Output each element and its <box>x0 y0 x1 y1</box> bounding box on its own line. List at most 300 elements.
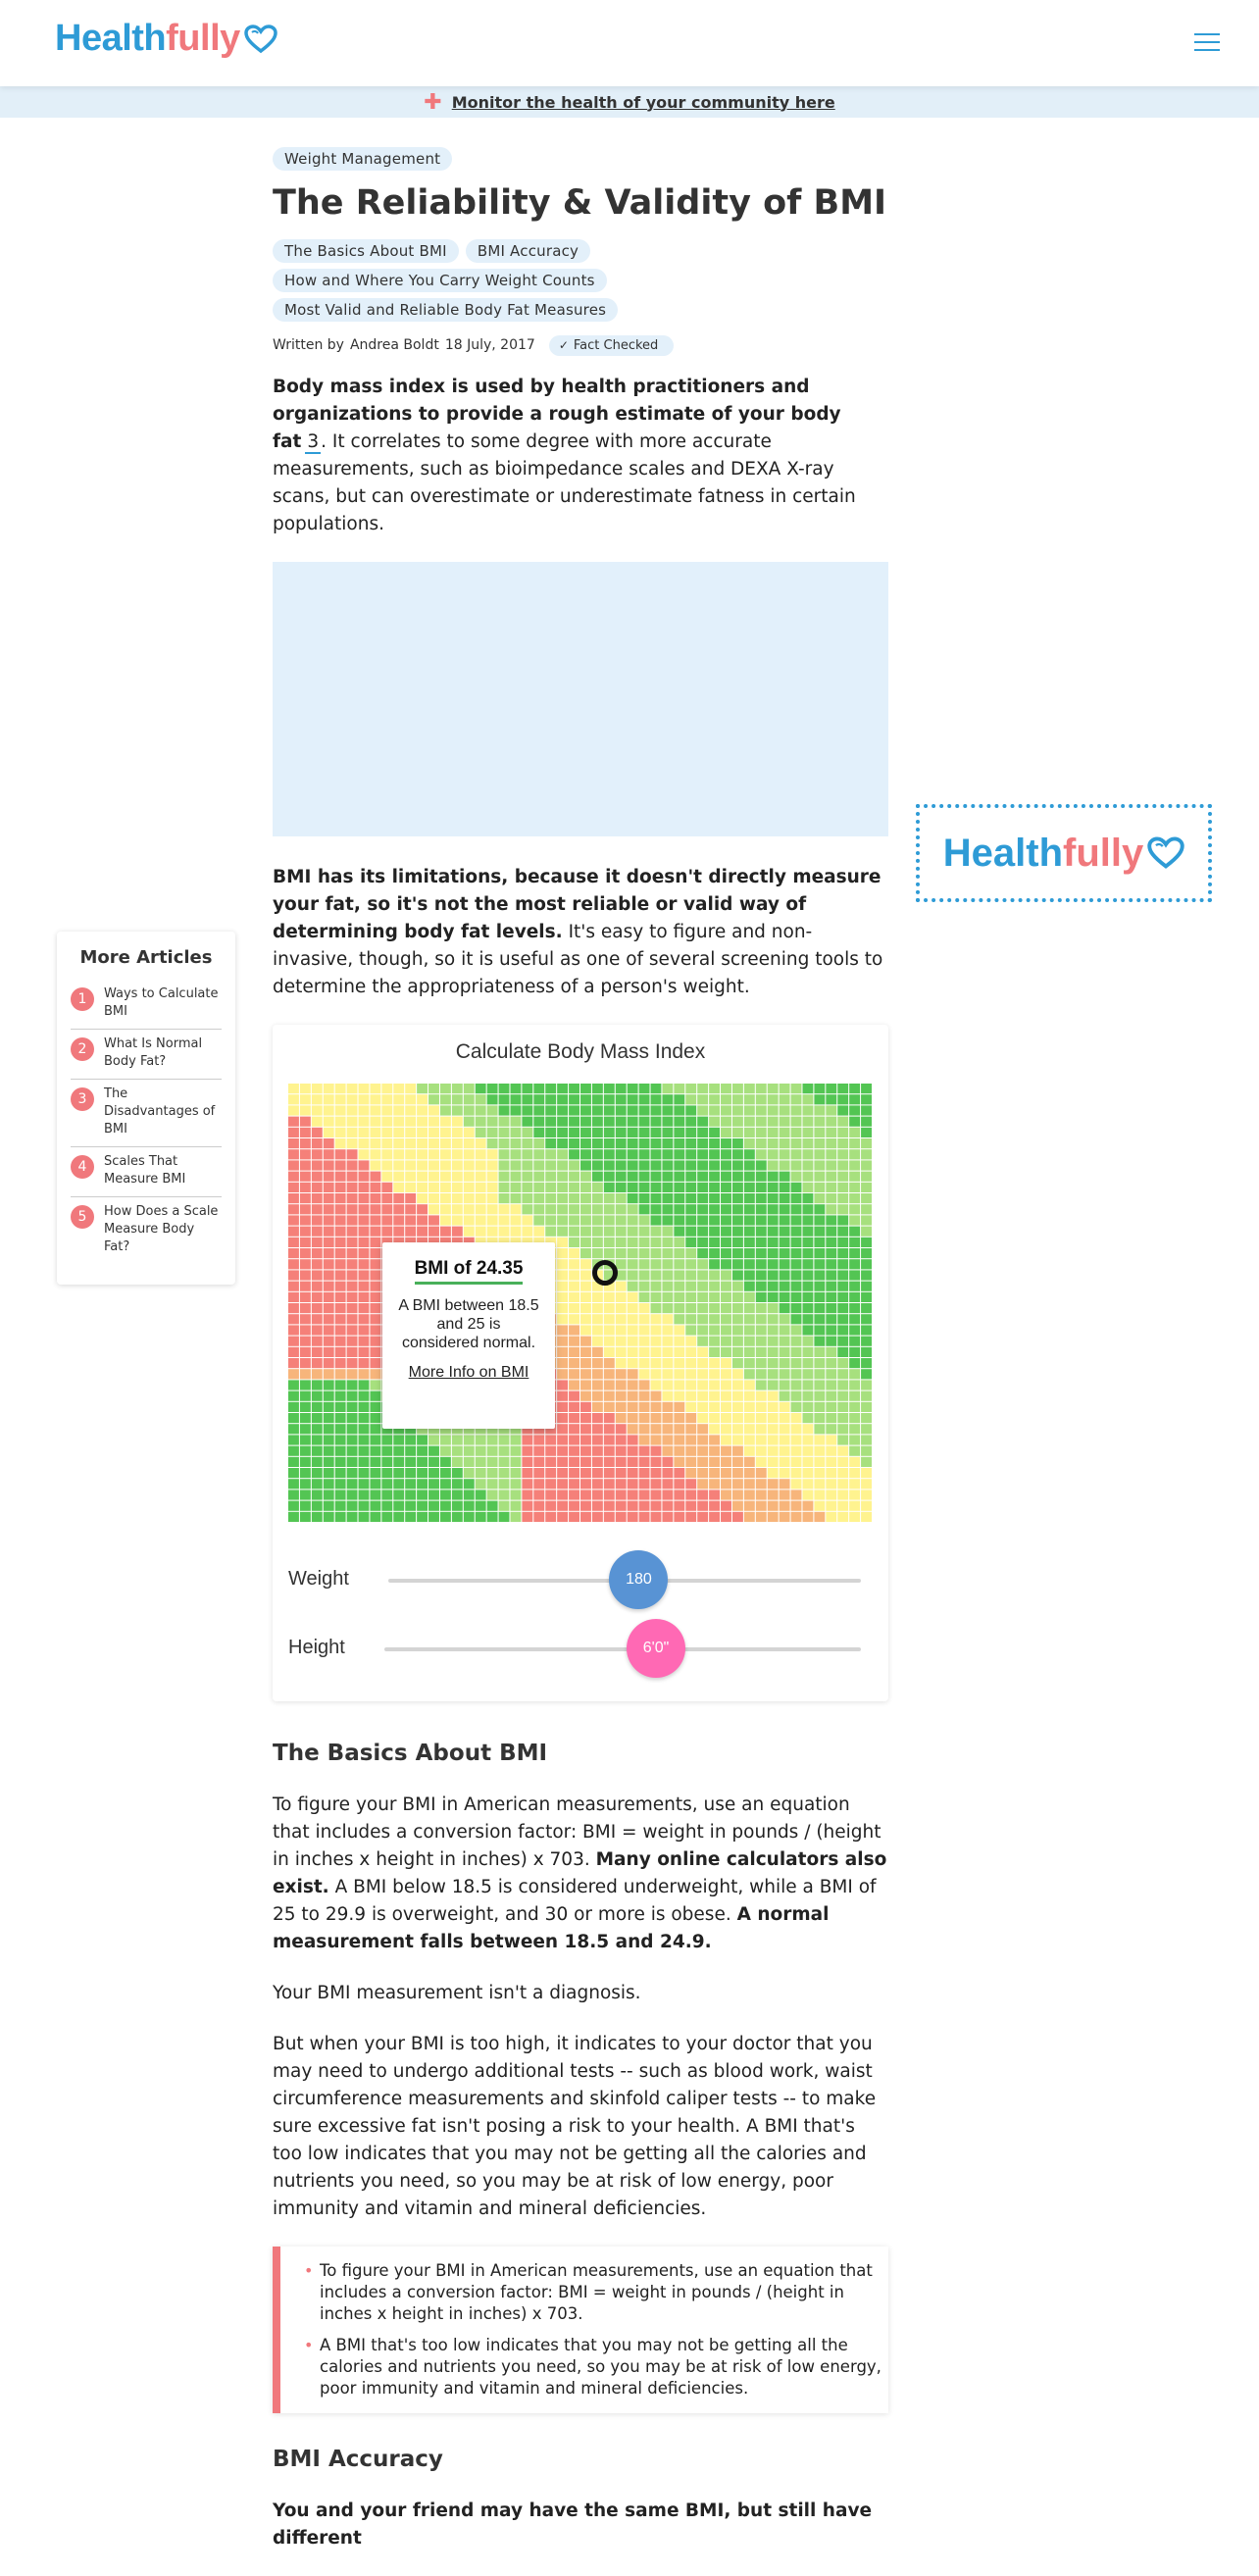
bmi-grid-cell <box>440 1435 451 1444</box>
bmi-grid-cell <box>533 1226 544 1236</box>
bmi-grid-cell <box>510 1490 521 1499</box>
bmi-grid-cell <box>791 1116 802 1126</box>
bmi-grid-cell <box>756 1215 767 1225</box>
bmi-grid-cell <box>499 1138 510 1148</box>
more-article-item[interactable] <box>71 1197 222 1264</box>
bmi-grid-cell <box>639 1303 650 1313</box>
bmi-grid-cell <box>324 1084 334 1093</box>
bmi-grid-cell <box>768 1413 779 1423</box>
bmi-grid-cell <box>756 1314 767 1324</box>
bmi-grid-cell <box>393 1445 404 1455</box>
bmi-grid-cell <box>639 1512 650 1522</box>
bmi-grid-cell <box>721 1193 731 1203</box>
bmi-grid-cell <box>685 1435 696 1444</box>
bmi-grid-cell <box>674 1204 684 1214</box>
basics-text: A BMI below 18.5 is considered underweight, while a BMI of 25 to 29.9 is overweight, and 30 or more is obese. <box>273 1876 877 1925</box>
more-info-bmi-link[interactable]: More Info on BMI <box>408 1363 529 1381</box>
bmi-grid-cell <box>300 1248 311 1258</box>
bmi-grid-cell <box>651 1292 662 1302</box>
bmi-grid-cell <box>405 1226 416 1236</box>
bmi-grid-cell <box>499 1128 510 1137</box>
bmi-grid-cell <box>780 1457 790 1467</box>
bmi-grid-cell <box>569 1116 579 1126</box>
bmi-grid-cell <box>604 1292 615 1302</box>
bmi-grid-cell <box>335 1380 346 1389</box>
bmi-grid-cell <box>359 1084 370 1093</box>
bmi-grid-cell <box>628 1490 638 1499</box>
bmi-grid-cell <box>814 1512 825 1522</box>
bmi-grid-cell <box>569 1358 579 1368</box>
author-name[interactable]: Andrea Boldt <box>349 337 439 354</box>
bmi-grid-cell <box>651 1512 662 1522</box>
bmi-grid-cell <box>476 1490 486 1499</box>
bmi-grid-cell <box>791 1270 802 1280</box>
bmi-grid-cell <box>557 1413 568 1423</box>
more-article-item[interactable] <box>71 1030 222 1080</box>
calculator-title: Calculate Body Mass Index <box>455 1039 706 1063</box>
bmi-grid-cell <box>709 1183 720 1192</box>
bmi-grid-cell <box>651 1259 662 1269</box>
bmi-grid-cell <box>545 1457 556 1467</box>
bmi-grid-cell <box>545 1490 556 1499</box>
bmi-grid-cell <box>592 1149 603 1159</box>
bmi-grid-cell <box>721 1314 731 1324</box>
bmi-grid-cell <box>721 1270 731 1280</box>
bmi-grid-cell <box>381 1128 392 1137</box>
bmi-grid-cell <box>662 1369 673 1379</box>
bmi-grid-cell <box>744 1347 755 1357</box>
bmi-grid-cell <box>300 1094 311 1104</box>
bmi-grid-cell <box>709 1116 720 1126</box>
bmi-grid-cell <box>405 1435 416 1444</box>
bmi-grid-cell <box>312 1237 323 1247</box>
bmi-grid-cell <box>464 1500 475 1510</box>
bmi-grid-cell <box>709 1413 720 1423</box>
bmi-grid-cell <box>324 1457 334 1467</box>
bmi-grid-cell <box>335 1193 346 1203</box>
bmi-grid-cell <box>533 1193 544 1203</box>
sidebar-logo-ad[interactable] <box>916 804 1212 902</box>
more-article-item[interactable] <box>71 980 222 1030</box>
bmi-grid-cell <box>405 1138 416 1148</box>
bmi-grid-cell <box>662 1380 673 1389</box>
bmi-grid-cell <box>826 1105 836 1115</box>
bmi-grid-cell <box>476 1128 486 1137</box>
bmi-grid-cell <box>849 1171 860 1181</box>
bmi-grid-cell <box>616 1105 627 1115</box>
bmi-grid-cell <box>861 1445 872 1455</box>
publish-date: 18 July, 2017 <box>444 337 535 354</box>
bmi-grid-cell <box>814 1445 825 1455</box>
height-label: Height <box>288 1636 345 1658</box>
bmi-grid-cell <box>780 1479 790 1489</box>
bmi-grid-cell <box>826 1325 836 1335</box>
bmi-grid-cell <box>849 1105 860 1115</box>
bmi-grid-cell <box>802 1281 813 1290</box>
bmi-grid-cell <box>849 1270 860 1280</box>
bmi-grid-cell <box>569 1094 579 1104</box>
bmi-grid-cell <box>628 1116 638 1126</box>
bmi-grid-cell <box>604 1237 615 1247</box>
bmi-grid-cell <box>685 1248 696 1258</box>
citation-link[interactable]: 3 <box>307 430 320 452</box>
bmi-grid-cell <box>814 1105 825 1115</box>
bmi-grid-cell <box>440 1468 451 1478</box>
bmi-grid-cell <box>499 1490 510 1499</box>
bmi-grid-cell <box>814 1390 825 1400</box>
bmi-grid-cell <box>628 1281 638 1290</box>
intro-bold: Body mass index is used by health practitioners and organizations to provide a rough estimate of your body fat <box>273 376 841 452</box>
bmi-grid-cell <box>522 1490 532 1499</box>
bmi-grid-cell <box>697 1390 708 1400</box>
bmi-grid-cell <box>312 1303 323 1313</box>
bmi-grid-cell <box>288 1390 299 1400</box>
bmi-grid-cell <box>393 1116 404 1126</box>
bmi-grid-cell <box>732 1500 743 1510</box>
bmi-grid-cell <box>721 1105 731 1115</box>
bmi-grid-cell <box>557 1281 568 1290</box>
bmi-grid-cell <box>440 1512 451 1522</box>
bmi-grid-cell <box>697 1380 708 1389</box>
bmi-grid-cell <box>440 1171 451 1181</box>
bmi-grid-cell <box>557 1128 568 1137</box>
more-article-item[interactable] <box>71 1080 222 1147</box>
bmi-grid-cell <box>347 1512 358 1522</box>
bmi-grid-cell <box>569 1193 579 1203</box>
bmi-grid-cell <box>580 1116 591 1126</box>
bmi-grid-cell <box>300 1380 311 1389</box>
bmi-grid-cell <box>651 1204 662 1214</box>
bmi-grid-cell <box>768 1183 779 1192</box>
bmi-grid-cell <box>732 1204 743 1214</box>
bmi-grid-cell <box>628 1336 638 1345</box>
bmi-grid-cell <box>487 1149 498 1159</box>
bmi-grid-cell <box>510 1171 521 1181</box>
bmi-grid-cell <box>557 1105 568 1115</box>
bmi-grid-cell <box>744 1457 755 1467</box>
bmi-grid-cell <box>300 1183 311 1192</box>
bmi-grid-cell <box>768 1171 779 1181</box>
bmi-grid-cell <box>721 1390 731 1400</box>
bmi-grid-cell <box>685 1183 696 1192</box>
bmi-grid-cell <box>662 1457 673 1467</box>
bmi-grid-cell <box>662 1490 673 1499</box>
bmi-grid-cell <box>697 1512 708 1522</box>
bmi-grid-cell <box>814 1303 825 1313</box>
bmi-grid-cell <box>826 1215 836 1225</box>
bmi-grid-cell <box>709 1270 720 1280</box>
bmi-grid-cell <box>370 1094 380 1104</box>
bmi-grid-cell <box>616 1138 627 1148</box>
bmi-grid-cell <box>569 1270 579 1280</box>
bmi-grid-cell <box>545 1215 556 1225</box>
accuracy-paragraph <box>273 2498 888 2552</box>
bmi-grid-cell <box>324 1128 334 1137</box>
bmi-grid-cell <box>359 1138 370 1148</box>
bmi-grid-cell <box>709 1138 720 1148</box>
bmi-grid-cell <box>417 1094 428 1104</box>
bmi-grid-cell <box>802 1369 813 1379</box>
bmi-grid-cell <box>359 1390 370 1400</box>
bmi-grid-cell <box>674 1336 684 1345</box>
bmi-grid-cell <box>557 1457 568 1467</box>
bmi-grid-cell <box>312 1479 323 1489</box>
bmi-grid-cell <box>464 1226 475 1236</box>
toc-link-basics[interactable]: The Basics About BMI <box>273 239 459 263</box>
bmi-grid-cell <box>487 1490 498 1499</box>
bmi-grid-cell <box>721 1138 731 1148</box>
bmi-grid-cell <box>826 1248 836 1258</box>
bmi-grid-cell <box>651 1445 662 1455</box>
bmi-grid-cell <box>557 1084 568 1093</box>
bmi-grid-cell <box>347 1500 358 1510</box>
bmi-grid-cell <box>697 1292 708 1302</box>
bmi-grid-cell <box>557 1193 568 1203</box>
bmi-grid-cell <box>768 1270 779 1280</box>
weight-slider[interactable] <box>288 1550 873 1609</box>
bmi-grid-cell <box>791 1424 802 1434</box>
bmi-grid-cell <box>744 1303 755 1313</box>
bmi-grid-cell <box>359 1183 370 1192</box>
bmi-grid-cell <box>288 1270 299 1280</box>
toc-link-weight-carry[interactable]: How and Where You Carry Weight Counts <box>273 269 607 292</box>
bmi-grid-cell <box>580 1215 591 1225</box>
bmi-grid-cell <box>569 1128 579 1137</box>
bmi-grid-cell <box>393 1500 404 1510</box>
bmi-grid-cell <box>300 1105 311 1115</box>
bmi-grid-cell <box>826 1281 836 1290</box>
bmi-grid-cell <box>616 1193 627 1203</box>
fact-checked-badge[interactable] <box>549 335 674 356</box>
basics-paragraph-3: But when your BMI is too high, it indicates to your doctor that you may need to undergo additional tests -- such as blood work, waist circumference measurements and skinfold caliper tests -- to make sure excessive fat isn't posing a risk to your health. A BMI that's too low indicates that you may not be getting all the calories and nutrients you need, so you may be at risk of low energy, poor immunity and vitamin and mineral deficiencies. <box>273 2033 877 2219</box>
bmi-grid-cell <box>651 1237 662 1247</box>
bmi-grid-cell <box>639 1149 650 1159</box>
bmi-grid-cell <box>674 1445 684 1455</box>
bmi-grid-cell <box>837 1303 848 1313</box>
bmi-grid-cell <box>604 1402 615 1412</box>
bmi-grid-cell <box>335 1468 346 1478</box>
bmi-grid-cell <box>744 1512 755 1522</box>
bmi-grid-cell <box>826 1160 836 1170</box>
article-link[interactable]: What Is Normal Body Fat? <box>104 1036 203 1069</box>
bmi-grid-cell <box>791 1325 802 1335</box>
bmi-grid-cell <box>300 1413 311 1423</box>
bmi-grid-cell <box>744 1292 755 1302</box>
bmi-grid-cell <box>826 1128 836 1137</box>
monitor-community-link[interactable]: Monitor the health of your community here <box>451 92 835 112</box>
bmi-grid-cell <box>814 1259 825 1269</box>
bmi-grid-cell <box>370 1215 380 1225</box>
bmi-grid-cell <box>347 1138 358 1148</box>
bmi-grid-cell <box>569 1490 579 1499</box>
bmi-grid-cell <box>428 1171 439 1181</box>
bmi-grid[interactable] <box>288 1084 873 1523</box>
bmi-grid-cell <box>347 1215 358 1225</box>
bmi-grid-cell <box>685 1336 696 1345</box>
bmi-grid-cell <box>662 1292 673 1302</box>
bmi-grid-cell <box>300 1457 311 1467</box>
bmi-grid-cell <box>381 1160 392 1170</box>
bmi-grid-cell <box>814 1336 825 1345</box>
bmi-grid-cell <box>662 1128 673 1137</box>
bmi-grid-cell <box>662 1500 673 1510</box>
bmi-grid-cell <box>674 1237 684 1247</box>
bmi-grid-cell <box>288 1138 299 1148</box>
bmi-grid-cell <box>709 1479 720 1489</box>
bmi-grid-cell <box>768 1358 779 1368</box>
bmi-grid-cell <box>709 1468 720 1478</box>
article-link[interactable]: Ways to Calculate BMI <box>104 986 219 1019</box>
bmi-grid-cell <box>780 1248 790 1258</box>
weight-slider-thumb[interactable]: 180 <box>609 1550 668 1609</box>
healthfully-logo[interactable] <box>55 18 277 60</box>
bmi-grid-cell <box>849 1149 860 1159</box>
bmi-grid-cell <box>417 1490 428 1499</box>
bmi-grid-cell <box>335 1237 346 1247</box>
bmi-grid-cell <box>522 1149 532 1159</box>
bmi-grid-cell <box>381 1479 392 1489</box>
bmi-grid-cell <box>359 1479 370 1489</box>
category-tag[interactable]: Weight Management <box>273 147 452 171</box>
bmi-grid-cell <box>826 1149 836 1159</box>
bmi-grid-cell <box>697 1314 708 1324</box>
bmi-grid-cell <box>732 1149 743 1159</box>
bmi-grid-cell <box>651 1457 662 1467</box>
bmi-grid-cell <box>709 1358 720 1368</box>
bmi-grid-cell <box>780 1500 790 1510</box>
bmi-grid-cell <box>335 1512 346 1522</box>
bmi-grid-cell <box>592 1292 603 1302</box>
bmi-grid-cell <box>312 1314 323 1324</box>
bmi-grid-cell <box>604 1215 615 1225</box>
bmi-grid-cell <box>721 1183 731 1192</box>
bmi-grid-cell <box>381 1116 392 1126</box>
bmi-grid-cell <box>768 1479 779 1489</box>
more-article-item[interactable] <box>71 1147 222 1197</box>
bmi-grid-cell <box>335 1084 346 1093</box>
bmi-grid-cell <box>732 1303 743 1313</box>
bmi-color-grid[interactable] <box>288 1084 873 1523</box>
bmi-grid-cell <box>405 1128 416 1137</box>
bmi-grid-cell <box>780 1347 790 1357</box>
article-link[interactable]: How Does a Scale Measure Body Fat? <box>104 1204 219 1254</box>
bmi-grid-cell <box>849 1160 860 1170</box>
bmi-grid-cell <box>697 1094 708 1104</box>
bmi-grid-cell <box>802 1193 813 1203</box>
bmi-grid-cell <box>861 1358 872 1368</box>
bmi-grid-cell <box>533 1171 544 1181</box>
bmi-grid-cell <box>487 1138 498 1148</box>
bmi-grid-cell <box>347 1204 358 1214</box>
bmi-grid-cell <box>381 1215 392 1225</box>
bmi-grid-cell <box>569 1479 579 1489</box>
bmi-grid-cell <box>312 1193 323 1203</box>
bmi-grid-cell <box>791 1084 802 1093</box>
bmi-grid-cell <box>674 1193 684 1203</box>
bmi-grid-cell <box>393 1149 404 1159</box>
article-link[interactable]: The Disadvantages of BMI <box>104 1086 216 1136</box>
bmi-grid-cell <box>300 1402 311 1412</box>
bmi-grid-cell <box>826 1358 836 1368</box>
bmi-grid-cell <box>768 1468 779 1478</box>
bmi-grid-cell <box>768 1325 779 1335</box>
bmi-grid-cell <box>312 1468 323 1478</box>
bmi-grid-cell <box>616 1336 627 1345</box>
bmi-grid-cell <box>452 1226 463 1236</box>
bmi-grid-cell <box>335 1325 346 1335</box>
bmi-grid-cell <box>580 1402 591 1412</box>
bmi-grid-cell <box>837 1171 848 1181</box>
bmi-grid-cell <box>756 1358 767 1368</box>
bmi-grid-cell <box>662 1413 673 1423</box>
bmi-grid-cell <box>826 1259 836 1269</box>
bmi-grid-cell <box>476 1445 486 1455</box>
bmi-grid-cell <box>651 1358 662 1368</box>
bmi-grid-cell <box>697 1435 708 1444</box>
bmi-grid-cell <box>324 1336 334 1345</box>
hamburger-menu-icon[interactable] <box>1194 33 1220 55</box>
section-heading-basics: The Basics About BMI <box>273 1740 548 1766</box>
bmi-grid-cell <box>417 1171 428 1181</box>
bmi-grid-cell <box>347 1084 358 1093</box>
bmi-grid-cell <box>768 1281 779 1290</box>
bmi-grid-cell <box>849 1259 860 1269</box>
toc-link-measures[interactable]: Most Valid and Reliable Body Fat Measures <box>273 298 618 322</box>
bmi-grid-cell <box>628 1084 638 1093</box>
bmi-grid-cell <box>312 1490 323 1499</box>
bmi-grid-cell <box>861 1413 872 1423</box>
bmi-grid-cell <box>709 1500 720 1510</box>
height-slider-track[interactable] <box>384 1647 861 1651</box>
height-slider-thumb[interactable]: 6'0" <box>627 1619 685 1678</box>
bmi-grid-cell <box>522 1193 532 1203</box>
height-slider[interactable] <box>288 1619 873 1678</box>
article-link[interactable]: Scales That Measure BMI <box>104 1154 186 1187</box>
bmi-grid-cell <box>300 1500 311 1510</box>
bmi-grid-cell <box>791 1457 802 1467</box>
bmi-grid-cell <box>370 1336 380 1345</box>
bmi-grid-cell <box>557 1369 568 1379</box>
bmi-grid-cell <box>791 1402 802 1412</box>
bmi-grid-cell <box>522 1160 532 1170</box>
bmi-grid-cell <box>674 1479 684 1489</box>
bmi-grid-cell <box>849 1457 860 1467</box>
bmi-grid-cell <box>312 1105 323 1115</box>
bmi-grid-cell <box>592 1457 603 1467</box>
bmi-grid-cell <box>674 1402 684 1412</box>
bmi-grid-cell <box>592 1490 603 1499</box>
bmi-grid-cell <box>732 1292 743 1302</box>
bmi-grid-cell <box>756 1149 767 1159</box>
table-of-contents <box>273 239 888 328</box>
bmi-grid-cell <box>639 1171 650 1181</box>
bmi-grid-cell <box>557 1292 568 1302</box>
bmi-grid-cell <box>592 1500 603 1510</box>
bmi-grid-cell <box>616 1358 627 1368</box>
bmi-grid-cell <box>639 1084 650 1093</box>
bmi-grid-cell <box>791 1259 802 1269</box>
bmi-grid-cell <box>780 1105 790 1115</box>
bmi-grid-cell <box>476 1193 486 1203</box>
bmi-grid-cell <box>837 1358 848 1368</box>
bmi-grid-cell <box>814 1314 825 1324</box>
toc-link-accuracy[interactable]: BMI Accuracy <box>466 239 590 263</box>
bmi-grid-cell <box>616 1479 627 1489</box>
bmi-grid-cell <box>592 1445 603 1455</box>
bmi-grid-cell <box>651 1435 662 1444</box>
bmi-grid-cell <box>288 1325 299 1335</box>
bmi-grid-cell <box>300 1325 311 1335</box>
